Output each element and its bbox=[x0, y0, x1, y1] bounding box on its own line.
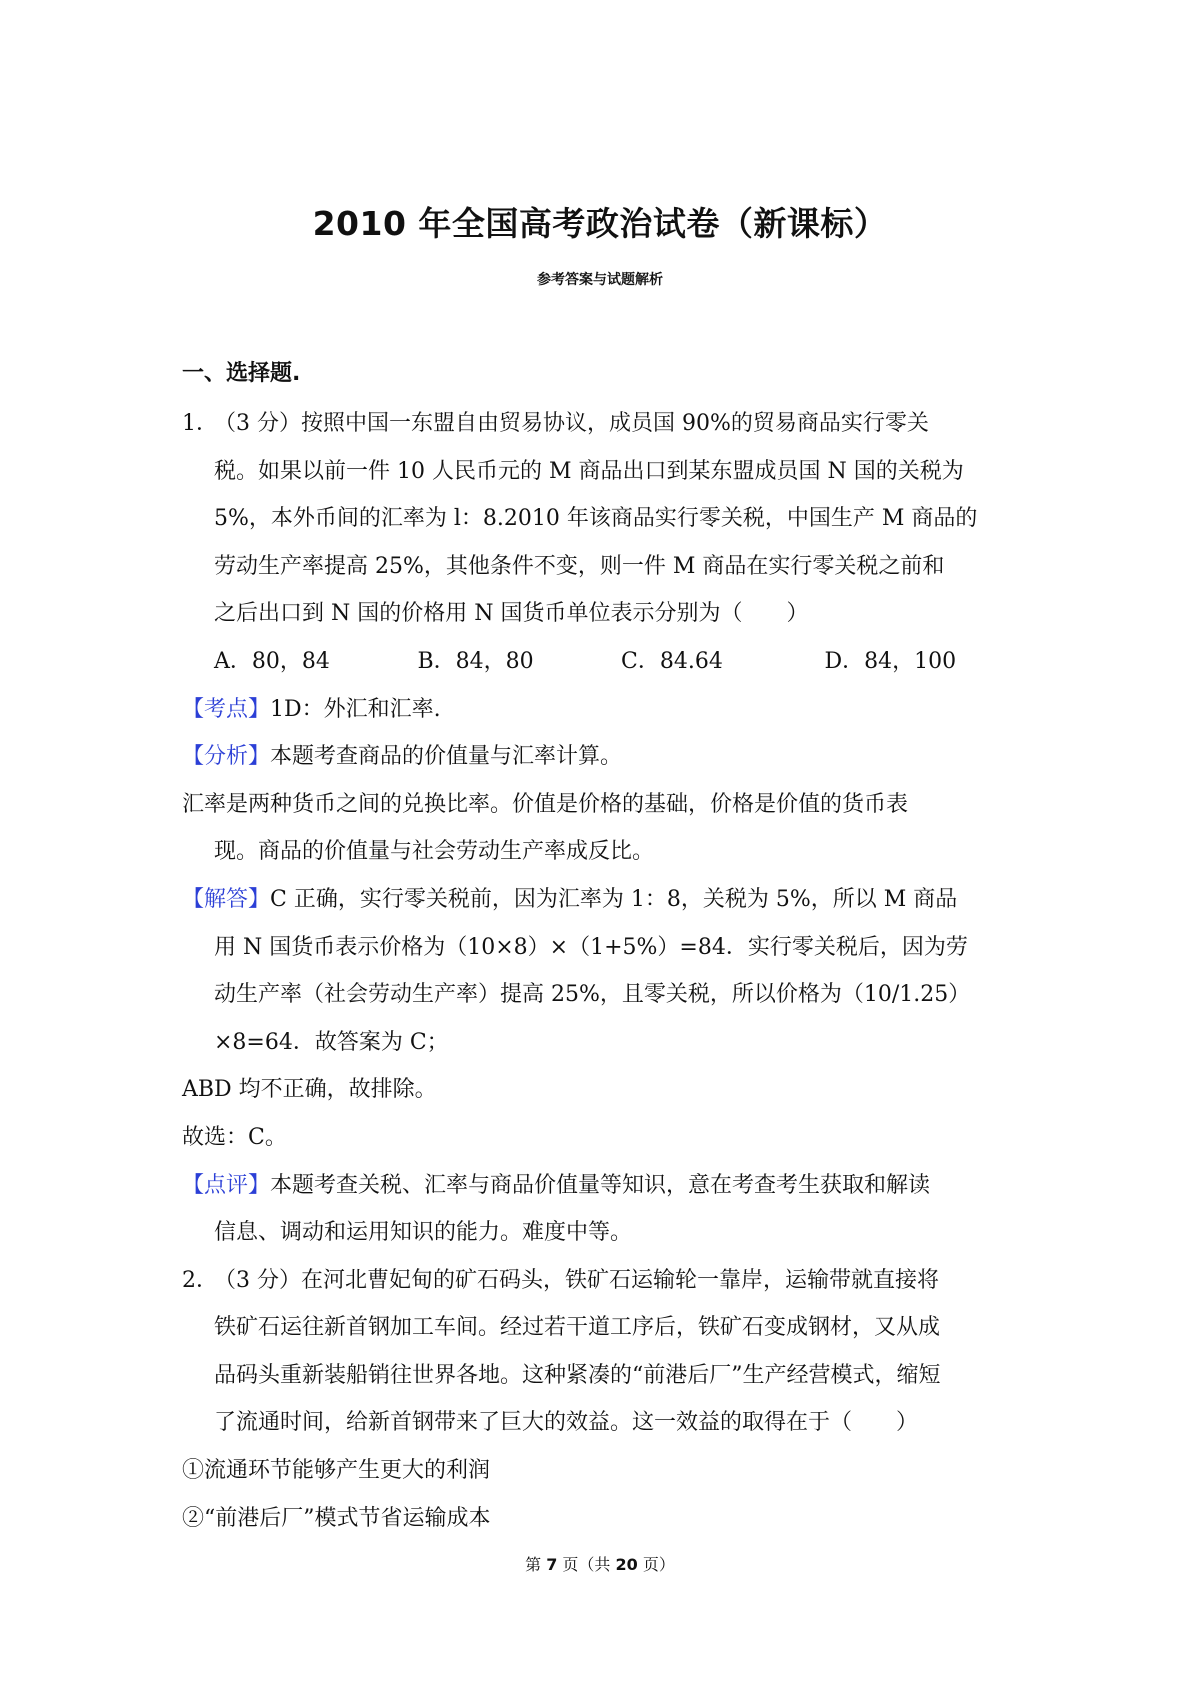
option-b: B．84，80 bbox=[417, 648, 534, 674]
jieda-tag: 【解答】 bbox=[182, 886, 271, 912]
question-1-line-1 bbox=[182, 400, 1028, 448]
kaodian-line bbox=[182, 686, 1028, 734]
kaodian-text: 1D：外汇和汇率. bbox=[270, 696, 441, 722]
answer-select-line: 故选：C。 bbox=[182, 1124, 287, 1150]
question-number: 2． bbox=[182, 1267, 218, 1293]
question-2-line-2: 铁矿石运往新首钢加工车间。经过若干道工序后，铁矿石变成钢材，又从成 bbox=[214, 1315, 941, 1341]
answer-options bbox=[182, 638, 1028, 686]
dianping-text: 本题考查关税、汇率与商品价值量等知识，意在考查考生获取和解读 bbox=[270, 1172, 931, 1198]
question-text: （3 分）在河北曹妃甸的矿石码头，铁矿石运输轮一靠岸，运输带就直接将 bbox=[214, 1267, 939, 1293]
fenxi-line bbox=[182, 733, 1028, 781]
page-subtitle: 参考答案与试题解析 bbox=[537, 272, 663, 288]
question-2-line-3: 品码头重新装船销往世界各地。这种紧凑的“前港后厂”生产经营模式，缩短 bbox=[214, 1362, 941, 1388]
kaodian-tag: 【考点】 bbox=[182, 696, 271, 722]
fenxi-detail-line-1: 汇率是两种货币之间的兑换比率。价值是价格的基础，价格是价值的货币表 bbox=[182, 791, 909, 817]
jieda-line-2: 用 N 国货币表示价格为（10×8）×（1+5%）=84．实行零关税后，因为劳 bbox=[214, 934, 968, 960]
jieda-line-3: 动生产率（社会劳动生产率）提高 25%，且零关税，所以价格为（10/1.25） bbox=[214, 982, 971, 1008]
question-number: 1． bbox=[182, 411, 218, 436]
dianping-line-2: 信息、调动和运用知识的能力。难度中等。 bbox=[214, 1220, 633, 1246]
dianping-line-1 bbox=[182, 1162, 1028, 1210]
question-1-line-3: 5%，本外币间的汇率为 l：8.2010 年该商品实行零关税，中国生产 M 商品的 bbox=[214, 506, 978, 532]
question-text: （3 分）按照中国一东盟自由贸易协议，成员国 90%的贸易商品实行零关 bbox=[214, 411, 929, 436]
footer-suffix: 页） bbox=[637, 1555, 675, 1574]
option-c: C．84.64 bbox=[621, 648, 723, 674]
current-page-number: 7 bbox=[546, 1555, 558, 1574]
fenxi-text: 本题考查商品的价值量与汇率计算。 bbox=[270, 744, 623, 770]
option-a: A．80，84 bbox=[214, 648, 330, 674]
question-2-line-1 bbox=[182, 1257, 1028, 1305]
question-1-line-2: 税。如果以前一件 10 人民币元的 M 商品出口到某东盟成员国 N 国的关税为 bbox=[214, 458, 964, 484]
question-1-line-4: 劳动生产率提高 25%，其他条件不变，则一件 M 商品在实行零关税之前和 bbox=[214, 553, 945, 579]
jieda-line-1 bbox=[182, 876, 1028, 924]
question-1-line-5: 之后出口到 N 国的价格用 N 国货币单位表示分别为（ ） bbox=[214, 601, 809, 627]
page-footer bbox=[0, 1554, 1200, 1576]
document-body bbox=[182, 354, 1028, 1542]
page-title: 2010 年全国高考政治试卷（新课标） bbox=[312, 204, 888, 243]
jieda-line-4: ×8=64．故答案为 C； bbox=[214, 1029, 449, 1055]
jieda-text: C 正确，实行零关税前，因为汇率为 1：8，关税为 5%，所以 M 商品 bbox=[270, 886, 958, 912]
question-2-item-2: ②“前港后厂”模式节省运输成本 bbox=[182, 1505, 491, 1531]
question-2-line-4: 了流通时间，给新首钢带来了巨大的效益。这一效益的取得在于（ ） bbox=[214, 1410, 919, 1436]
total-page-count: 20 bbox=[615, 1555, 638, 1574]
question-2 bbox=[182, 1257, 1028, 1543]
footer-middle: 页（共 bbox=[557, 1555, 616, 1574]
exclude-line: ABD 均不正确，故排除。 bbox=[182, 1077, 437, 1103]
option-d: D．84，100 bbox=[824, 648, 957, 674]
section-heading: 一、选择题. bbox=[182, 361, 301, 386]
question-2-item-1: ①流通环节能够产生更大的利润 bbox=[182, 1458, 491, 1484]
fenxi-tag: 【分析】 bbox=[182, 744, 271, 770]
dianping-tag: 【点评】 bbox=[182, 1172, 271, 1198]
fenxi-detail-line-2: 现。商品的价值量与社会劳动生产率成反比。 bbox=[214, 839, 655, 865]
footer-prefix: 第 bbox=[525, 1555, 547, 1574]
question-1 bbox=[182, 400, 1028, 1257]
